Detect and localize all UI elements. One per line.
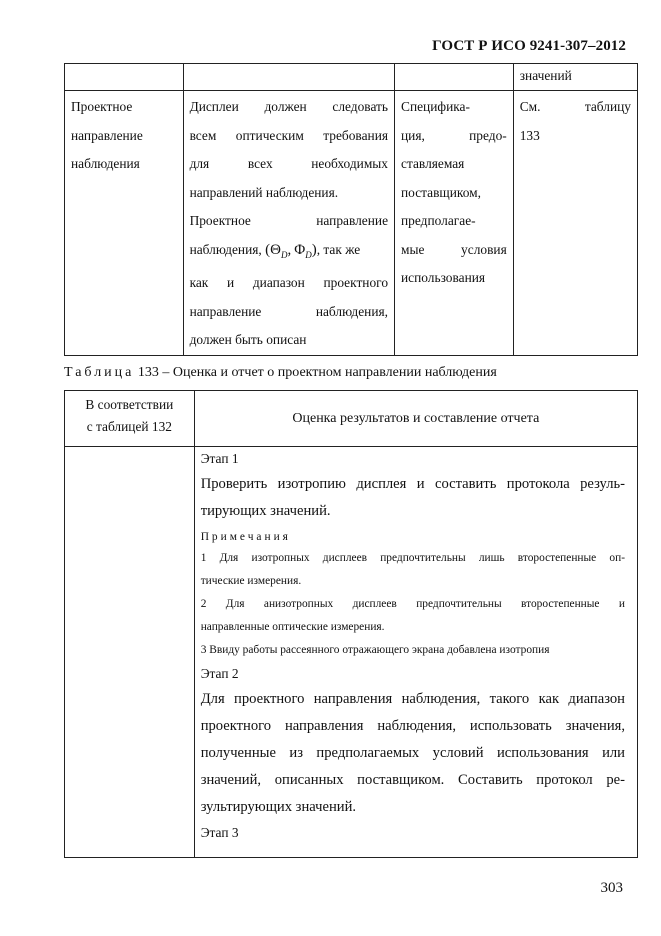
text-line: направлений наблюдения. <box>189 184 339 200</box>
text-line: использования <box>401 270 486 285</box>
table-row <box>65 64 638 91</box>
note-line: 2 Для анизотропных дисплеев предпочтительны второстепенные и <box>200 598 625 610</box>
caption-text: 133 – Оценка и отчет о проектном направлении наблюдения <box>137 365 497 380</box>
table-cell <box>65 91 184 356</box>
text-line: См. таблицу <box>519 99 631 114</box>
table-cell <box>513 91 637 356</box>
table-cell <box>183 64 394 91</box>
formula-symbol: Θ <box>270 241 281 258</box>
text-line: Для проектного направления наблюдения, такого как диапазон <box>200 691 625 707</box>
stage-heading: Этап 2 <box>200 666 239 681</box>
table-header-cell <box>194 391 637 447</box>
text-line: направление <box>71 127 143 143</box>
continuation-table <box>64 63 638 356</box>
evaluation-table <box>64 390 638 858</box>
text-line: Проектное <box>71 99 133 114</box>
document-header: ГОСТ Р ИСО 9241-307–2012 <box>432 38 626 54</box>
table-cell <box>194 447 637 858</box>
notes-title: Примечания <box>200 531 291 543</box>
table-caption <box>64 365 497 381</box>
text-line: ставляемая <box>401 156 465 171</box>
table-cell <box>395 91 514 356</box>
caption-label: Таблица <box>64 365 135 380</box>
requirement-text <box>184 91 394 355</box>
table-cell <box>395 64 514 91</box>
note-line: 3 Ввиду работы рассеянного отражающего экрана добавлена изотропия <box>200 644 550 656</box>
text-line: проектного направления наблюдения, использовать значения, <box>200 718 625 734</box>
parameter-name <box>65 91 183 179</box>
text-line: 133 <box>519 127 540 143</box>
table-cell <box>65 64 184 91</box>
text-line: Проверить изотропию дисплея и составить протокола резуль- <box>200 476 625 492</box>
table-cell <box>183 91 394 356</box>
text-line: всем оптическим требования <box>189 127 389 143</box>
text-line: Специфика- <box>401 99 470 114</box>
text-line: зультирующих значений. <box>200 799 357 815</box>
text-line: значений, описанных поставщиком. Составить протокол ре- <box>200 772 625 788</box>
stage-heading: Этап 1 <box>200 451 239 466</box>
text-line: мые условия <box>401 241 507 257</box>
text-line: полученные из предполагаемых условий использования или <box>200 745 625 761</box>
formula-subscript: D <box>280 249 288 260</box>
evaluation-content <box>195 447 637 845</box>
text-line: тирующих значений. <box>200 503 331 519</box>
text-fragment: наблюдения, <box>189 241 262 257</box>
text-line: ция, предо- <box>401 127 507 143</box>
text-line: должен быть описан <box>189 332 307 347</box>
table-header-cell <box>65 391 195 447</box>
text-line: Проектное направление <box>189 213 389 228</box>
source-text <box>395 91 513 293</box>
header-text: с таблицей 132 <box>86 419 172 434</box>
table-header-row <box>65 391 638 447</box>
note-line: тические измерения. <box>200 575 302 587</box>
note-line: 1 Для изотропных дисплеев предпочтительны лишь второстепенные оп- <box>200 552 625 564</box>
formula-symbol: Φ <box>294 241 306 258</box>
text-fragment: , так же <box>316 241 361 257</box>
text-line: как и диапазон проектного <box>189 275 389 290</box>
formula: ($\Theta_D$, $\Phi_D$) <box>265 241 317 260</box>
header-text: Оценка результатов и составление отчета <box>292 410 540 426</box>
table-row <box>65 91 638 356</box>
text-line-with-formula <box>190 236 388 270</box>
note-line: направленные оптические измерения. <box>200 621 385 633</box>
text-line: поставщиком, <box>401 184 481 200</box>
text-line: для всех необходимых <box>189 156 389 171</box>
text-line: предполагае- <box>401 213 476 228</box>
text-line: наблюдения <box>71 156 140 171</box>
formula-subscript: D <box>305 249 312 260</box>
table-row <box>65 447 638 858</box>
table-cell <box>65 447 195 858</box>
page-number: 303 <box>600 880 623 896</box>
header-text: В соответствии <box>85 397 174 412</box>
text-line: направление наблюдения, <box>189 303 389 319</box>
cell-text: значений <box>519 68 572 83</box>
reference-text <box>514 91 637 150</box>
table-cell <box>513 64 637 91</box>
text-line: Дисплеи должен следовать <box>189 99 389 114</box>
stage-heading: Этап 3 <box>200 825 239 840</box>
